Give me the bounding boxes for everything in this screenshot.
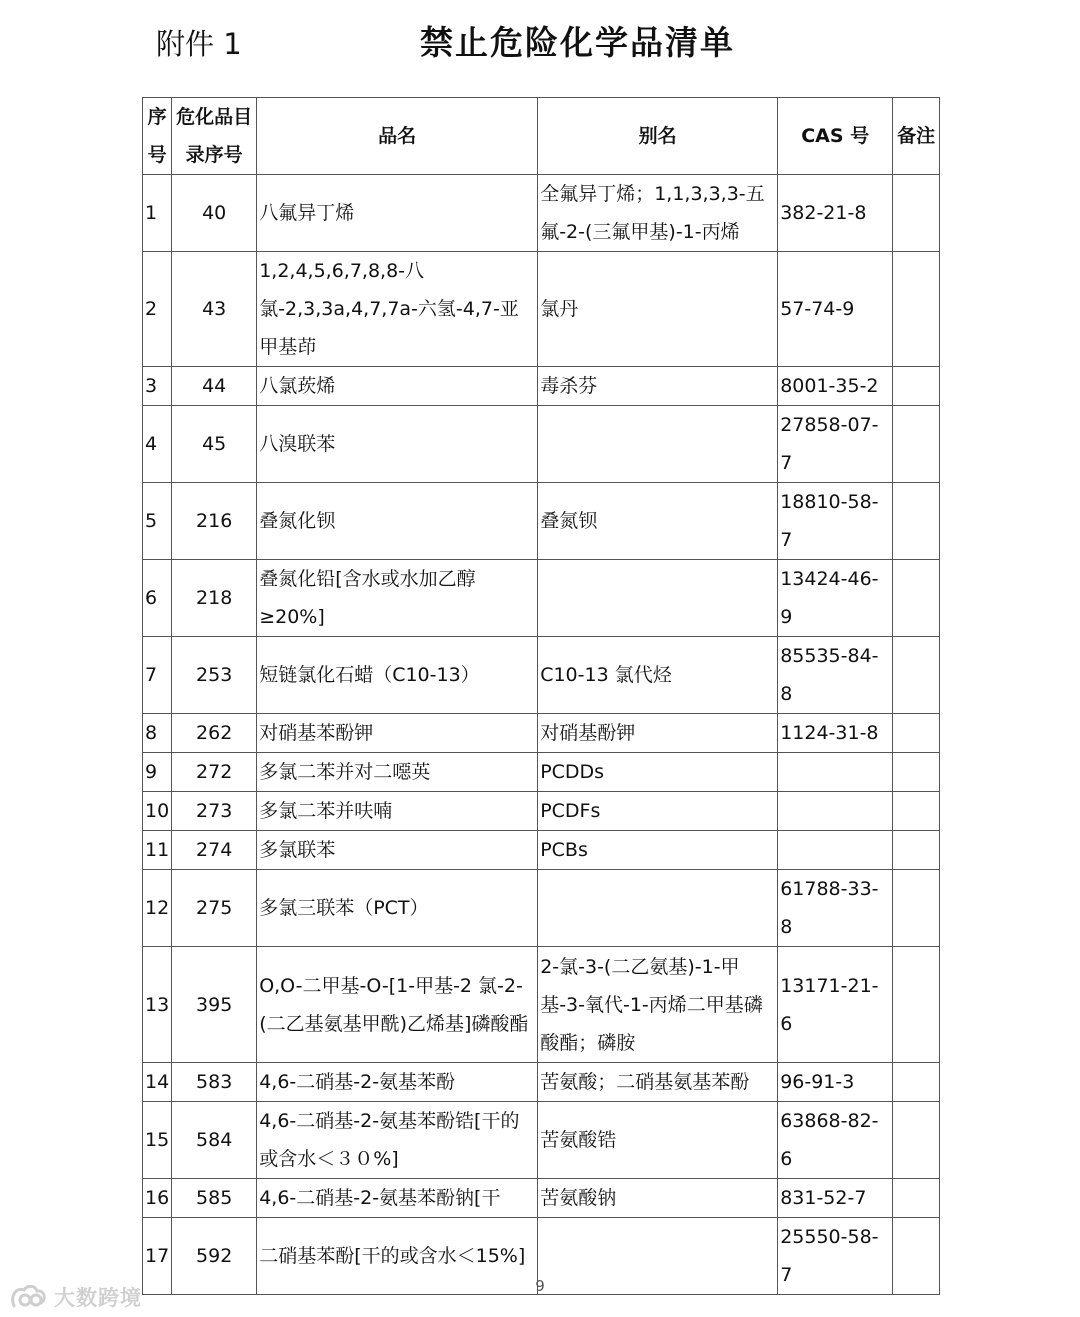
header-name: 品名	[257, 98, 538, 175]
cell-seq: 4	[143, 406, 172, 483]
table-row	[143, 560, 940, 637]
table-row	[143, 637, 940, 714]
cell-catalog-number: 43	[172, 252, 257, 367]
table-row	[143, 406, 940, 483]
cell-cas: 13171-21-6	[778, 947, 893, 1063]
cell-cas: 13424-46-9	[778, 560, 893, 637]
cell-note	[893, 406, 940, 483]
cell-note	[893, 831, 940, 870]
cell-alias: PCBs	[538, 831, 778, 870]
cell-cas: 831-52-7	[778, 1179, 893, 1218]
cell-note	[893, 252, 940, 367]
cell-cas	[778, 831, 893, 870]
cell-name: 4,6-二硝基-2-氨基苯酚锆[干的或含水＜３０%]	[257, 1102, 538, 1179]
cell-seq: 6	[143, 560, 172, 637]
table-row	[143, 792, 940, 831]
cell-cas: 85535-84-8	[778, 637, 893, 714]
table-row	[143, 367, 940, 406]
cell-name: 多氯二苯并对二噁英	[257, 753, 538, 792]
cell-note	[893, 483, 940, 560]
cell-catalog-number: 272	[172, 753, 257, 792]
cell-seq: 15	[143, 1102, 172, 1179]
cell-name: 4,6-二硝基-2-氨基苯酚钠[干	[257, 1179, 538, 1218]
table-row	[143, 1102, 940, 1179]
table-row	[143, 483, 940, 560]
cell-catalog-number: 274	[172, 831, 257, 870]
cell-seq: 10	[143, 792, 172, 831]
header-alias: 别名	[538, 98, 778, 175]
cell-catalog-number: 253	[172, 637, 257, 714]
cell-seq: 16	[143, 1179, 172, 1218]
cell-note	[893, 714, 940, 753]
table-row	[143, 175, 940, 252]
table-body	[143, 175, 940, 1295]
cell-note	[893, 367, 940, 406]
cell-cas: 25550-58-7	[778, 1218, 893, 1295]
cell-catalog-number: 583	[172, 1063, 257, 1102]
cell-catalog-number: 262	[172, 714, 257, 753]
cell-cas: 61788-33-8	[778, 870, 893, 947]
table-row	[143, 947, 940, 1063]
cell-note	[893, 560, 940, 637]
cell-alias	[538, 870, 778, 947]
cell-catalog-number: 45	[172, 406, 257, 483]
cell-catalog-number: 592	[172, 1218, 257, 1295]
cell-cas: 27858-07-7	[778, 406, 893, 483]
cell-cas: 96-91-3	[778, 1063, 893, 1102]
cell-cas: 382-21-8	[778, 175, 893, 252]
cell-name: 多氯联苯	[257, 831, 538, 870]
table-row	[143, 831, 940, 870]
cell-note	[893, 792, 940, 831]
cell-alias: 苦氨酸；二硝基氨基苯酚	[538, 1063, 778, 1102]
cell-catalog-number: 218	[172, 560, 257, 637]
cell-note	[893, 175, 940, 252]
watermark	[8, 1281, 142, 1313]
cell-note	[893, 637, 940, 714]
cell-catalog-number: 44	[172, 367, 257, 406]
cell-seq: 13	[143, 947, 172, 1063]
cell-name: 八氯莰烯	[257, 367, 538, 406]
cell-cas: 18810-58-7	[778, 483, 893, 560]
cell-alias: PCDDs	[538, 753, 778, 792]
cell-note	[893, 1063, 940, 1102]
table-row	[143, 1063, 940, 1102]
header-seq: 序号	[143, 98, 172, 175]
cell-name: 叠氮化铅[含水或水加乙醇≥20%]	[257, 560, 538, 637]
watermark-text: 大数跨境	[54, 1286, 142, 1310]
watermark-logo-icon	[8, 1282, 48, 1312]
table-header-row	[143, 98, 940, 175]
cell-alias: 毒杀芬	[538, 367, 778, 406]
cell-note	[893, 1179, 940, 1218]
cell-alias: 苦氨酸钠	[538, 1179, 778, 1218]
cell-note	[893, 1102, 940, 1179]
cell-alias: 对硝基酚钾	[538, 714, 778, 753]
table-row	[143, 1179, 940, 1218]
cell-name: 八氟异丁烯	[257, 175, 538, 252]
cell-name: 八溴联苯	[257, 406, 538, 483]
cell-catalog-number: 40	[172, 175, 257, 252]
cell-note	[893, 753, 940, 792]
header-cas: CAS 号	[778, 98, 893, 175]
cell-name: 二硝基苯酚[干的或含水＜15%]	[257, 1218, 538, 1295]
cell-name: 多氯二苯并呋喃	[257, 792, 538, 831]
cell-name: O,O-二甲基-O-[1-甲基-2 氯-2-(二乙基氨基甲酰)乙烯基]磷酸酯	[257, 947, 538, 1063]
cell-alias: 2-氯-3-(二乙氨基)-1-甲基-3-氧代-1-丙烯二甲基磷酸酯；磷胺	[538, 947, 778, 1063]
cell-note	[893, 947, 940, 1063]
cell-seq: 5	[143, 483, 172, 560]
document-title: 禁止危险化学品清单	[420, 23, 735, 62]
table-row	[143, 870, 940, 947]
table-row	[143, 714, 940, 753]
cell-name: 1,2,4,5,6,7,8,8-八氯-2,3,3a,4,7,7a-六氢-4,7-亚甲基茚	[257, 252, 538, 367]
cell-seq: 9	[143, 753, 172, 792]
cell-catalog-number: 395	[172, 947, 257, 1063]
cell-alias: 苦氨酸锆	[538, 1102, 778, 1179]
cell-seq: 2	[143, 252, 172, 367]
cell-seq: 7	[143, 637, 172, 714]
cell-catalog-number: 585	[172, 1179, 257, 1218]
cell-cas: 8001-35-2	[778, 367, 893, 406]
table-row	[143, 753, 940, 792]
cell-name: 4,6-二硝基-2-氨基苯酚	[257, 1063, 538, 1102]
header-catalog-number: 危化品目录序号	[172, 98, 257, 175]
cell-cas: 57-74-9	[778, 252, 893, 367]
cell-name: 对硝基苯酚钾	[257, 714, 538, 753]
cell-alias: 全氟异丁烯；1,1,3,3,3-五氟-2-(三氟甲基)-1-丙烯	[538, 175, 778, 252]
cell-catalog-number: 216	[172, 483, 257, 560]
cell-alias: C10-13 氯代烃	[538, 637, 778, 714]
cell-seq: 8	[143, 714, 172, 753]
cell-catalog-number: 275	[172, 870, 257, 947]
cell-cas: 63868-82-6	[778, 1102, 893, 1179]
header-note: 备注	[893, 98, 940, 175]
cell-note	[893, 870, 940, 947]
cell-seq: 3	[143, 367, 172, 406]
chemicals-table	[142, 97, 940, 1295]
cell-alias	[538, 560, 778, 637]
cell-seq: 11	[143, 831, 172, 870]
cell-catalog-number: 584	[172, 1102, 257, 1179]
cell-alias: 叠氮钡	[538, 483, 778, 560]
page-number: 9	[535, 1277, 545, 1295]
cell-alias: 氯丹	[538, 252, 778, 367]
cell-alias	[538, 406, 778, 483]
cell-cas: 1124-31-8	[778, 714, 893, 753]
table-row	[143, 252, 940, 367]
cell-seq: 14	[143, 1063, 172, 1102]
attachment-label: 附件 1	[156, 27, 242, 61]
cell-seq: 17	[143, 1218, 172, 1295]
cell-name: 短链氯化石蜡（C10-13）	[257, 637, 538, 714]
cell-name: 叠氮化钡	[257, 483, 538, 560]
cell-catalog-number: 273	[172, 792, 257, 831]
cell-seq: 1	[143, 175, 172, 252]
cell-cas	[778, 792, 893, 831]
cell-name: 多氯三联苯（PCT）	[257, 870, 538, 947]
cell-cas	[778, 753, 893, 792]
cell-seq: 12	[143, 870, 172, 947]
cell-alias: PCDFs	[538, 792, 778, 831]
